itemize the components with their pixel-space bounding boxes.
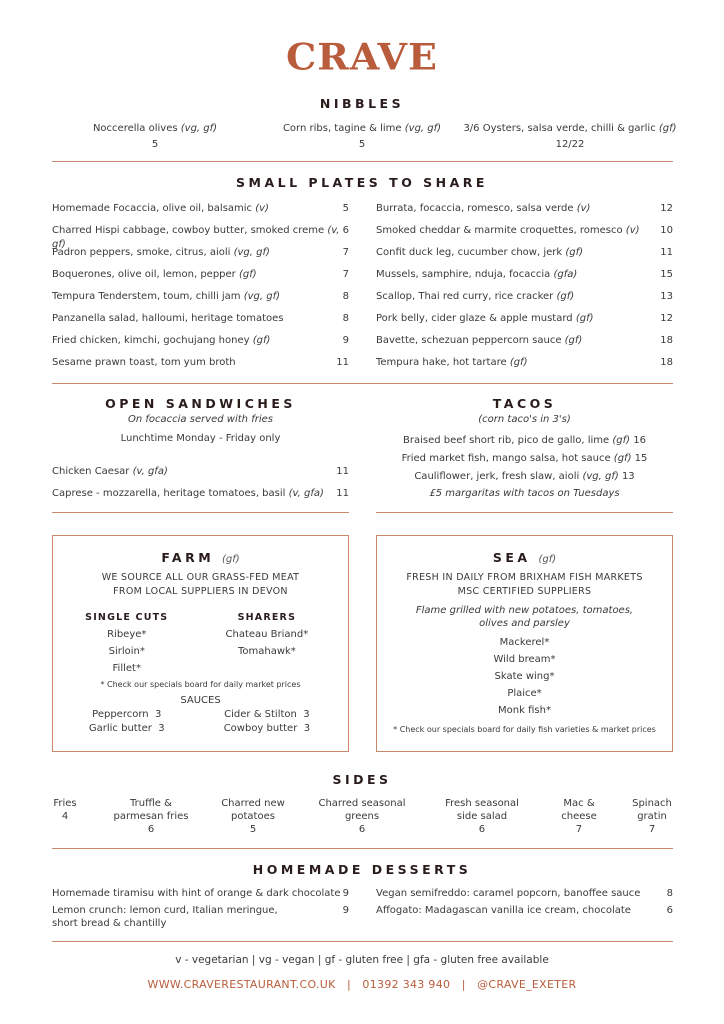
farm-title: FARM [161, 550, 215, 565]
small-plate-item [376, 312, 673, 334]
diet-tag: (v, gfa) [132, 466, 168, 477]
small-plates-left-column [52, 202, 349, 378]
sea-blurb-line: MSC CERTIFIED SUPPLIERS [457, 586, 592, 597]
side-name-line: Mac & [563, 798, 595, 809]
small-plate-item [376, 202, 673, 224]
item-name: Scallop, Thai red curry, rice cracker [376, 291, 557, 302]
side-item [114, 797, 189, 836]
sea-description-line: olives and parsley [479, 618, 570, 629]
dessert-item [52, 904, 349, 930]
cut-item: Ribeye* [107, 629, 147, 640]
divider [52, 941, 673, 942]
small-plate-item [52, 290, 349, 312]
sauce-name: Garlic butter [88, 723, 152, 734]
item-price: 5 [342, 203, 349, 214]
small-plate-item [52, 356, 349, 378]
side-name-line: gratin [637, 811, 667, 822]
sea-blurb-line: FRESH IN DAILY FROM BRIXHAM FISH MARKETS [406, 572, 643, 583]
sea-description-line: Flame grilled with new potatoes, tomatoes, [415, 605, 634, 616]
cut-item: Fillet* [112, 663, 141, 674]
side-price: 6 [478, 824, 486, 835]
desserts-right-column [376, 887, 673, 921]
divider [52, 512, 349, 513]
item-name: Fried market fish, mango salsa, hot sauce [401, 453, 614, 464]
side-name-line: Spinach [632, 798, 672, 809]
sandwich-item [52, 465, 349, 487]
item-price: 9 [342, 905, 349, 916]
side-name-line: Charred new [221, 798, 285, 809]
divider [52, 383, 673, 384]
item-price: 5 [151, 139, 159, 150]
item-price: 13 [660, 291, 673, 302]
side-item [221, 797, 285, 836]
item-name: Noccerella olives [92, 123, 181, 134]
diet-tag: (vg, gf) [233, 247, 270, 258]
fish-item: Plaice* [507, 688, 542, 699]
sandwich-item [52, 487, 349, 509]
social-handle[interactable]: @CRAVE_EXETER [477, 978, 577, 991]
side-price: 6 [147, 824, 155, 835]
sharer-item: Tomahawk* [237, 646, 296, 657]
diet-tag: (vg, gf) [243, 291, 281, 302]
sea-tag: (gf) [538, 554, 557, 565]
diet-tag: (gfa) [553, 269, 578, 280]
sides-heading: SIDES [332, 772, 392, 787]
sauce-price: 3 [158, 723, 165, 734]
item-name: Tempura hake, hot tartare [376, 357, 510, 368]
item-name: Chicken Caesar [52, 466, 133, 477]
small-plate-item [52, 268, 349, 290]
small-plates-heading: SMALL PLATES TO SHARE [236, 175, 488, 190]
diet-tag: (vg, gf) [180, 123, 218, 134]
diet-tag: (gf) [252, 335, 271, 346]
small-plate-item [376, 290, 673, 312]
fish-item: Monk fish* [498, 705, 551, 716]
small-plate-item [52, 202, 349, 224]
item-name: Panzanella salad, halloumi, heritage tomatoes [52, 313, 284, 324]
dessert-item [376, 904, 673, 917]
item-price: 7 [342, 247, 349, 258]
sea-box [376, 535, 673, 752]
sauce-name: Cowboy butter [223, 723, 298, 734]
item-price: 13 [621, 471, 635, 482]
dessert-name-line: short bread & chantilly [52, 918, 167, 929]
diet-tag: (gf) [565, 247, 584, 258]
dessert-item [52, 887, 349, 900]
taco-item [376, 450, 673, 468]
dessert-name-line: Lemon crunch: lemon curd, Italian meringue, [52, 905, 278, 916]
item-name: Padron peppers, smoke, citrus, aioli [52, 247, 234, 258]
diet-tag: (v, gf) [52, 225, 340, 250]
small-plate-item [376, 356, 673, 378]
small-plates-right-column [376, 202, 673, 378]
diet-tag: (gf) [556, 291, 575, 302]
item-price: 11 [660, 247, 673, 258]
divider [52, 161, 673, 162]
taco-item [376, 468, 673, 486]
small-plate-item [376, 246, 673, 268]
fish-item: Skate wing* [494, 671, 555, 682]
dessert-name-line: Vegan semifreddo: caramel popcorn, banoffee sauce [376, 888, 641, 899]
item-name: Boquerones, olive oil, lemon, pepper [52, 269, 239, 280]
side-item [318, 797, 405, 836]
item-price: 8 [342, 313, 349, 324]
sea-heading [377, 550, 672, 565]
farm-blurb-line: WE SOURCE ALL OUR GRASS-FED MEAT [101, 572, 300, 583]
dessert-name-line: Homemade tiramisu with hint of orange & dark chocolate [52, 888, 341, 899]
item-name: Sesame prawn toast, tom yum broth [52, 357, 236, 368]
diet-tag: (vg, gf) [582, 471, 619, 482]
item-name: Homemade Focaccia, olive oil, balsamic [52, 203, 256, 214]
item-price: 15 [660, 269, 673, 280]
open-sandwiches-note: Lunchtime Monday - Friday only [120, 433, 281, 444]
farm-box [52, 535, 349, 752]
footer-contact [0, 978, 724, 991]
side-price: 5 [249, 824, 257, 835]
small-plate-item [52, 334, 349, 356]
separator: | [461, 978, 466, 991]
item-name: Pork belly, cider glaze & apple mustard [376, 313, 576, 324]
nibbles-heading: NIBBLES [319, 96, 405, 111]
item-price: 12 [660, 313, 673, 324]
diet-tag: (gf) [613, 453, 632, 464]
side-name-line: Fries [53, 798, 77, 809]
farm-blurb-line: FROM LOCAL SUPPLIERS IN DEVON [113, 586, 288, 597]
sauce-price: 3 [154, 709, 162, 720]
side-name-line: cheese [561, 811, 597, 822]
item-price: 11 [336, 466, 349, 477]
sauce-name: Cider & Stilton [224, 709, 297, 720]
item-price: 16 [633, 435, 646, 446]
item-name: Mussels, samphire, nduja, focaccia [376, 269, 554, 280]
sharers-heading: SHARERS [237, 612, 297, 623]
separator: | [347, 978, 352, 991]
dessert-name-line: Affogato: Madagascan vanilla ice cream, chocolate [376, 905, 631, 916]
side-price: 6 [358, 824, 366, 835]
item-name: Burrata, focaccia, romesco, salsa verde [376, 203, 577, 214]
sauce-price: 3 [303, 723, 311, 734]
item-name: Smoked cheddar & marmite croquettes, romesco [376, 225, 626, 236]
phone-number[interactable]: 01392 343 940 [362, 978, 451, 991]
side-price: 4 [61, 811, 69, 822]
item-name: Confit duck leg, cucumber chow, jerk [376, 247, 566, 258]
side-name-line: parmesan fries [113, 811, 189, 822]
cut-item: Sirloin* [108, 646, 145, 657]
item-name: Corn ribs, tagine & lime [282, 123, 405, 134]
item-price: 8 [666, 888, 673, 899]
side-price: 7 [648, 824, 656, 835]
side-name-line: Charred seasonal [318, 798, 406, 809]
item-price: 12 [660, 203, 673, 214]
item-name: Charred Hispi cabbage, cowboy butter, smoked creme [52, 225, 328, 236]
sauce-name: Peppercorn [92, 709, 149, 720]
dessert-item [376, 887, 673, 900]
item-price: 12/22 [555, 139, 585, 150]
desserts-heading: HOMEMADE DESSERTS [252, 862, 472, 877]
item-price: 9 [342, 888, 349, 899]
website-link[interactable]: WWW.CRAVERESTAURANT.CO.UK [147, 978, 336, 991]
side-item [445, 797, 519, 836]
single-cuts-heading: SINGLE CUTS [85, 612, 169, 623]
sharer-item: Chateau Briand* [225, 629, 309, 640]
tacos-promo: £5 margaritas with tacos on Tuesdays [429, 488, 620, 499]
fish-item: Mackerel* [499, 637, 550, 648]
item-name: Tempura Tenderstem, toum, chilli jam [52, 291, 244, 302]
dietary-legend: v - vegetarian | vg - vegan | gf - gluten free | gfa - gluten free available [175, 954, 549, 966]
item-price: 7 [342, 269, 349, 280]
item-price: 11 [336, 357, 349, 368]
sauces-heading: SAUCES [180, 695, 221, 706]
side-name-line: Truffle & [130, 798, 172, 809]
item-name: Cauliflower, jerk, fresh slaw, aioli [414, 471, 583, 482]
item-price: 9 [342, 335, 349, 346]
side-name-line: Fresh seasonal [445, 798, 519, 809]
diet-tag: (v) [255, 203, 269, 214]
farm-heading [53, 550, 348, 565]
open-sandwiches-subtitle: On focaccia served with fries [128, 414, 273, 425]
item-price: 11 [336, 488, 349, 499]
diet-tag: (gf) [509, 357, 528, 368]
diet-tag: (gf) [612, 435, 631, 446]
brand-logo: CRAVE [286, 35, 438, 78]
farm-note: * Check our specials board for daily market prices [100, 680, 301, 689]
item-price: 8 [342, 291, 349, 302]
item-name: 3/6 Oysters, salsa verde, chilli & garlic [463, 123, 659, 134]
item-price: 18 [660, 335, 673, 346]
side-price: 7 [575, 824, 583, 835]
item-name: Braised beef short rib, pico de gallo, lime [403, 435, 613, 446]
diet-tag: (gf) [575, 313, 594, 324]
side-item [53, 797, 76, 823]
sea-note: * Check our specials board for daily fish varieties & market prices [393, 725, 656, 734]
farm-tag: (gf) [222, 554, 240, 565]
small-plate-item [52, 246, 349, 268]
divider [376, 512, 673, 513]
taco-item [376, 432, 673, 450]
diet-tag: (gf) [238, 269, 257, 280]
side-name-line: potatoes [231, 811, 275, 822]
sea-title: SEA [492, 550, 531, 565]
item-name: Caprese - mozzarella, heritage tomatoes, basil [52, 488, 289, 499]
item-price: 6 [342, 225, 349, 236]
diet-tag: (v, gfa) [288, 488, 324, 499]
open-sandwiches-heading: OPEN SANDWICHES [105, 396, 296, 411]
open-sandwiches-list [52, 465, 349, 509]
item-price: 15 [634, 453, 648, 464]
item-price: 5 [358, 139, 366, 150]
small-plate-item [376, 268, 673, 290]
diet-tag: (gf) [658, 123, 677, 134]
sauce-price: 3 [303, 709, 310, 720]
item-price: 18 [660, 357, 673, 368]
divider [52, 848, 673, 849]
fish-item: Wild bream* [493, 654, 556, 665]
item-price: 10 [660, 225, 673, 236]
small-plate-item [52, 224, 349, 250]
desserts-left-column [52, 887, 349, 934]
side-name-line: side salad [456, 811, 508, 822]
small-plate-item [376, 334, 673, 356]
item-name: Bavette, schezuan peppercorn sauce [376, 335, 565, 346]
diet-tag: (v) [625, 225, 640, 236]
tacos-subtitle: (corn taco's in 3's) [478, 414, 571, 425]
nibble-item [420, 121, 720, 153]
small-plate-item [376, 224, 673, 246]
diet-tag: (v) [576, 203, 591, 214]
side-item [561, 797, 597, 836]
tacos-heading: TACOS [492, 396, 557, 411]
item-price: 6 [666, 905, 673, 916]
item-name: Fried chicken, kimchi, gochujang honey [52, 335, 253, 346]
tacos-list [376, 432, 673, 486]
diet-tag: (vg, gf) [404, 123, 442, 134]
diet-tag: (gf) [564, 335, 583, 346]
side-item [632, 797, 672, 836]
small-plate-item [52, 312, 349, 334]
side-name-line: greens [344, 811, 380, 822]
